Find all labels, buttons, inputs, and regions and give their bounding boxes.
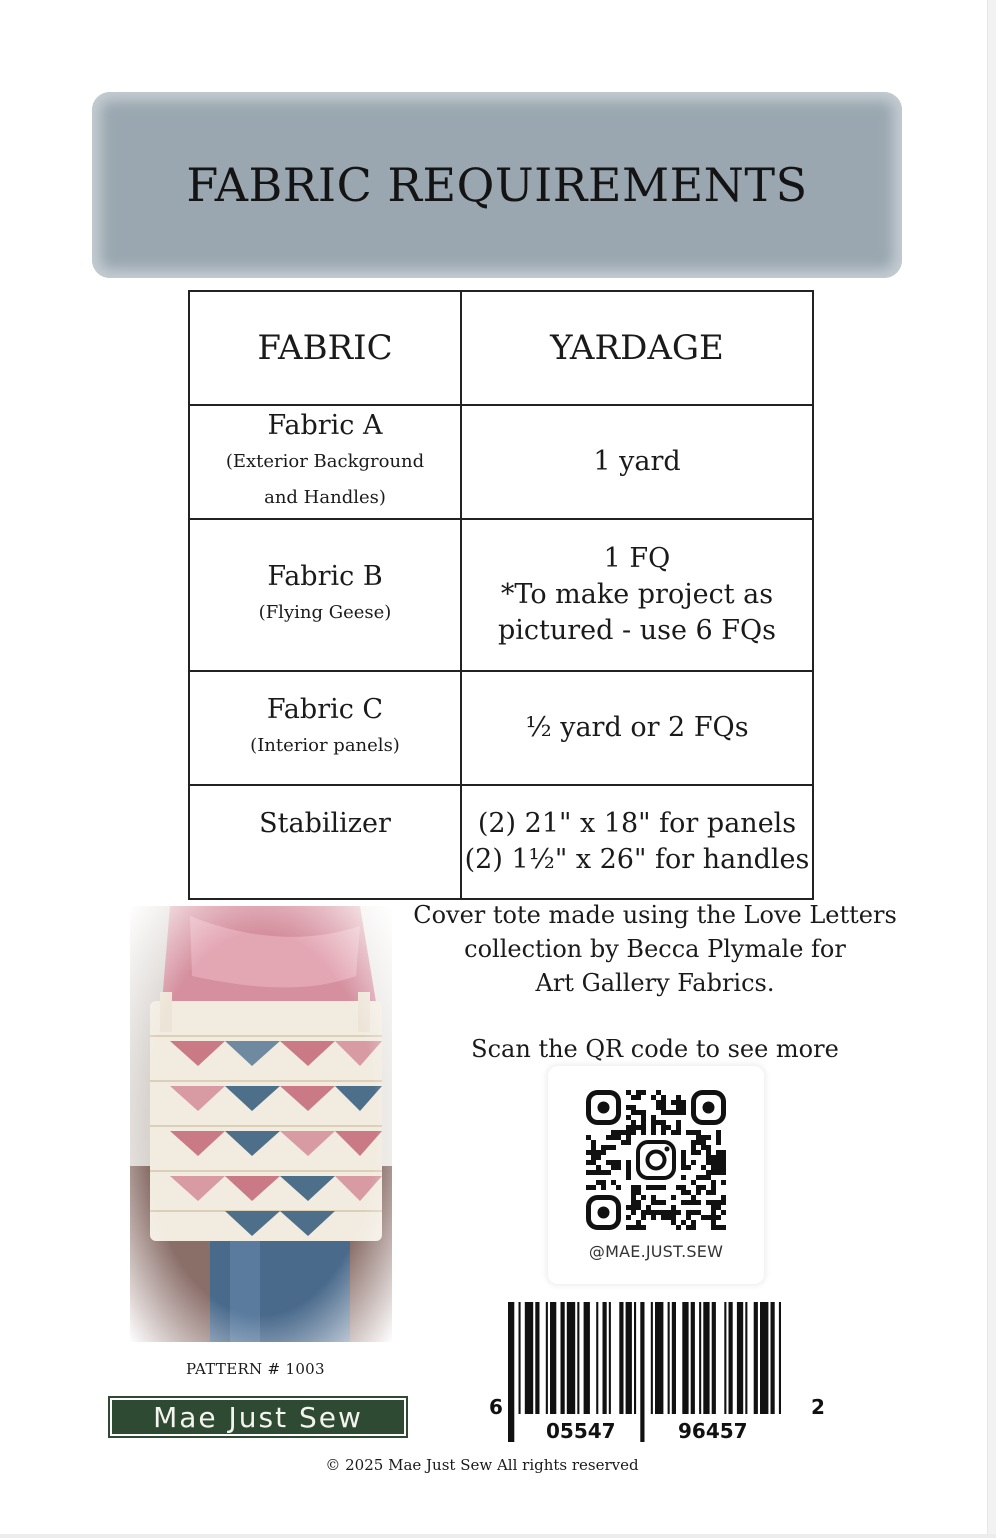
table-row — [189, 671, 813, 785]
instagram-handle: @MAE.JUST.SEW — [588, 1242, 724, 1261]
copyright: © 2025 Mae Just Sew All rights reserved — [325, 1456, 639, 1474]
page-title: FABRIC REQUIREMENTS — [186, 158, 808, 212]
fabric-cell — [189, 785, 461, 899]
brand-logo — [108, 1396, 408, 1438]
table-row — [189, 405, 813, 519]
fabric-name: Fabric B — [267, 561, 383, 592]
column-header-fabric: FABRIC — [189, 291, 461, 405]
yardage-value: (2) 21" x 18" for panels — [477, 808, 797, 839]
table-header-row — [189, 291, 813, 405]
fabric-cell — [189, 519, 461, 671]
scan-instruction: Scan the QR code to see more — [471, 1035, 839, 1063]
yardage-value: 1 FQ — [603, 543, 671, 574]
yardage-cell — [461, 405, 813, 519]
barcode-lead-digit: 6 — [489, 1395, 503, 1419]
yardage-value: *To make project as — [500, 579, 774, 610]
qr-finder-pattern — [694, 1093, 724, 1123]
fabric-note: and Handles) — [264, 487, 386, 508]
qr-code[interactable] — [586, 1090, 726, 1230]
yardage-value: pictured - use 6 FQs — [497, 615, 777, 646]
pattern-number: PATTERN # 1003 — [186, 1360, 325, 1378]
fabric-note: (Flying Geese) — [258, 602, 392, 623]
fabric-note: (Interior panels) — [250, 735, 400, 756]
fabric-cell — [189, 405, 461, 519]
fabric-name: Stabilizer — [259, 808, 391, 839]
page-edge — [987, 0, 996, 1538]
credit-line: Cover tote made using the Love Letters — [413, 901, 897, 929]
barcode-check-digit: 2 — [811, 1395, 825, 1419]
barcode-left-digits: 05547 — [546, 1419, 616, 1443]
page-bottom-edge — [0, 1534, 996, 1538]
yardage-value: 1 yard — [593, 446, 681, 477]
credit-line: collection by Becca Plymale for — [464, 935, 846, 963]
yardage-value: (2) 1½" x 26" for handles — [464, 844, 810, 875]
fabric-name: Fabric C — [266, 694, 384, 725]
tote-bag-illustration — [130, 906, 392, 1342]
fabric-name: Fabric A — [267, 410, 383, 441]
qr-finder-pattern — [589, 1093, 619, 1123]
fabric-credit — [410, 898, 900, 1000]
table-row — [189, 519, 813, 671]
qr-finder-pattern — [589, 1198, 619, 1228]
qr-card[interactable] — [548, 1066, 764, 1284]
fabric-note: (Exterior Background — [225, 451, 425, 472]
credit-line: Art Gallery Fabrics. — [535, 969, 775, 997]
yardage-cell — [461, 785, 813, 899]
header-band — [92, 92, 902, 278]
column-header-yardage: YARDAGE — [461, 291, 813, 405]
instagram-icon — [633, 1137, 679, 1183]
brand-logo-text: Mae Just Sew — [112, 1400, 404, 1434]
table-row — [189, 785, 813, 899]
tote-bag-photo — [130, 906, 392, 1342]
yardage-cell — [461, 519, 813, 671]
barcode-right-digits: 96457 — [678, 1419, 748, 1443]
upc-barcode — [486, 1300, 826, 1445]
fabric-cell — [189, 671, 461, 785]
yardage-value: ½ yard or 2 FQs — [525, 712, 749, 743]
yardage-cell — [461, 671, 813, 785]
fabric-requirements-table — [188, 290, 814, 900]
